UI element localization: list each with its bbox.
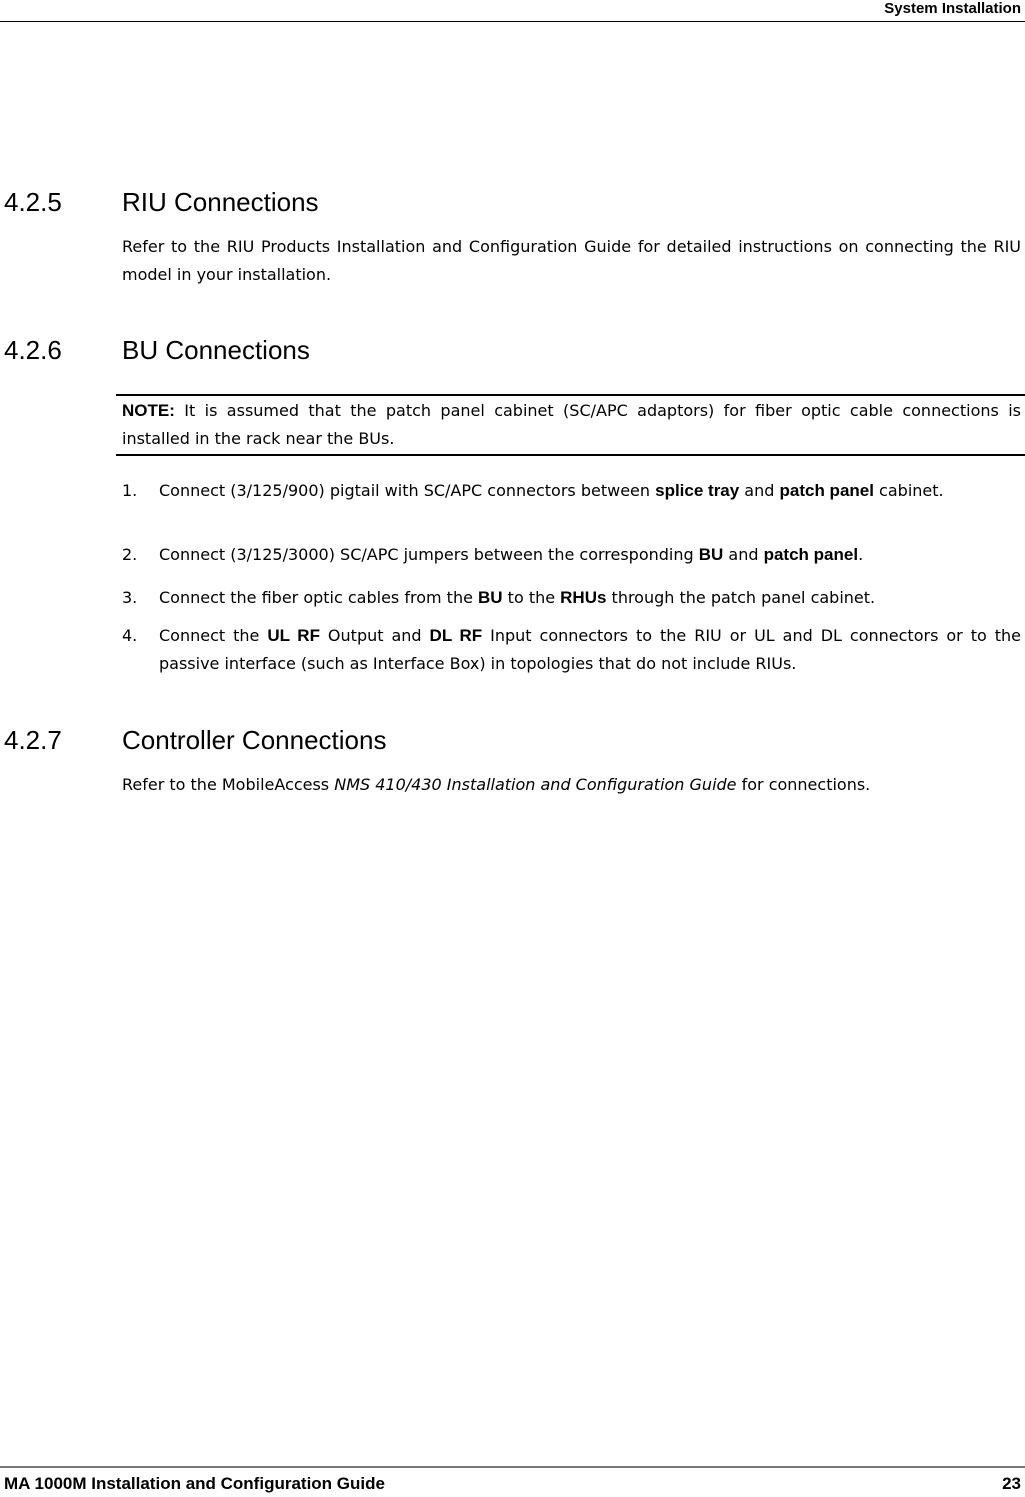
- section-heading-riu: [4, 187, 319, 217]
- guide-reference: NMS 410/430 Installation and Configuration Guide: [334, 775, 737, 794]
- step-number: 2.: [122, 545, 138, 564]
- footer-rule: [0, 1466, 1025, 1468]
- step-number: 1.: [122, 481, 138, 500]
- section-heading-bu: [4, 335, 310, 365]
- header-rule: [0, 21, 1025, 22]
- step-text: Connect the fiber optic cables from the BU to the RHUs through the patch panel cabinet.: [159, 588, 876, 607]
- section-number: 4.2.7: [4, 725, 62, 755]
- footer-document-title: MA 1000M Installation and Configuration Guide: [4, 1474, 385, 1493]
- running-header-title: System Installation: [884, 0, 1021, 17]
- step-text: Connect (3/125/3000) SC/APC jumpers between the corresponding BU and patch panel.: [159, 545, 864, 564]
- step-text: Connect (3/125/900) pigtail with SC/APC connectors between splice tray and patch panel cabinet.: [159, 481, 944, 500]
- note-body: It is assumed that the patch panel cabinet (SC/APC adaptors) for fiber optic cable connections is installed in the rack near the BUs.: [122, 401, 1021, 448]
- section-heading-controller: [4, 725, 386, 755]
- list-item: [122, 477, 1021, 505]
- note-label: NOTE:: [122, 401, 175, 420]
- step-number: 4.: [122, 626, 138, 645]
- section-number: 4.2.6: [4, 335, 62, 365]
- section-title: Controller Connections: [122, 725, 387, 755]
- list-item: [122, 541, 1021, 569]
- riu-paragraph: Refer to the RIU Products Installation and Configuration Guide for detailed instructions on connecting the RIU model in your installation.: [122, 237, 1021, 284]
- step-number: 3.: [122, 588, 138, 607]
- page-number: 23: [1002, 1474, 1021, 1493]
- list-item: [122, 622, 1021, 678]
- list-item: [122, 584, 1021, 612]
- section-title: BU Connections: [122, 335, 310, 365]
- note-text: [122, 397, 1021, 453]
- section-number: 4.2.5: [4, 187, 62, 217]
- controller-paragraph: Refer to the MobileAccess NMS 410/430 Installation and Configuration Guide for connections.: [122, 775, 871, 794]
- section-title: RIU Connections: [122, 187, 319, 217]
- step-text: Connect the UL RF Output and DL RF Input connectors to the RIU or UL and DL connectors or to the passive interface (such as Interface Box) in topologies that do not include RIUs.: [159, 626, 1021, 673]
